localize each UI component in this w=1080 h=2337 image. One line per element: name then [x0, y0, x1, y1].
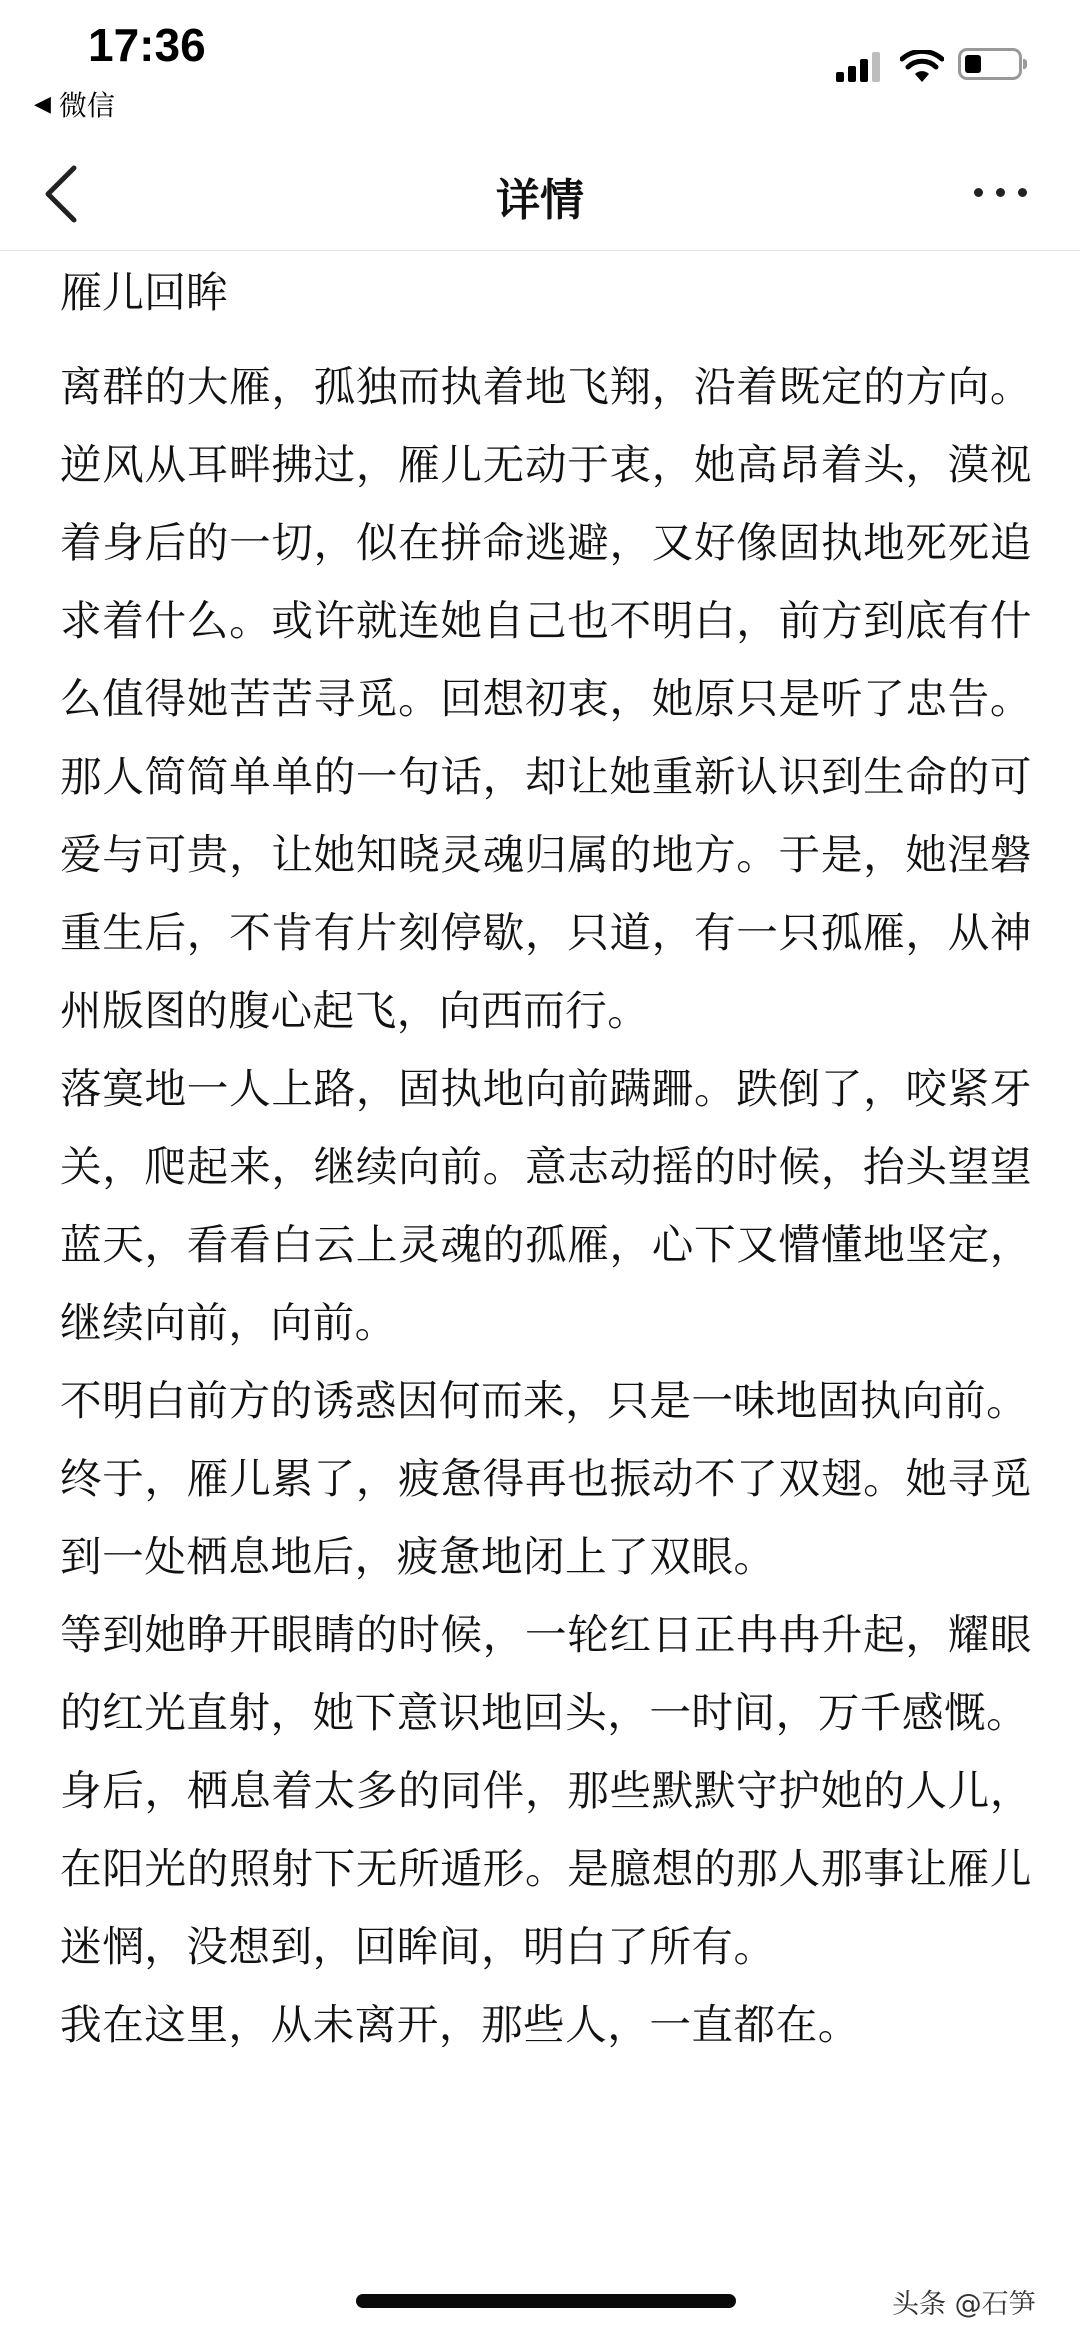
home-indicator[interactable]: [356, 2294, 736, 2308]
back-to-app-label: 微信: [58, 89, 115, 122]
more-icon[interactable]: [974, 188, 1030, 202]
article-paragraph: 离群的大雁，孤独而执着地飞翔，沿着既定的方向。逆风从耳畔拂过，雁儿无动于衷，她高昂着头，漠视着身后的一切，似在拼命逃避，又好像固执地死死追求着什么。或许就连她自己也不明白，前方到底有什么值得她苦苦寻觅。回想初衷，她原只是听了忠告。那人简简单单的一句话，却让她重新认识到生命的可爱与可贵，让她知晓灵魂归属的地方。于是，她涅磐重生后，不肯有片刻停歇，只道，有一只孤雁，从神州版图的腹心起飞，向西而行。: [60, 362, 1032, 1035]
article-paragraph: 我在这里，从未离开，那些人，一直都在。: [60, 2000, 860, 2049]
watermark: 头条 @石笋: [892, 2289, 1036, 2320]
signal-icon: [836, 50, 884, 82]
article-title: 雁儿回眸: [60, 268, 229, 317]
article-paragraph: 不明白前方的诱惑因何而来，只是一味地固执向前。: [60, 1376, 1029, 1425]
article-paragraph: 身后，栖息着太多的同伴，那些默默守护她的人儿，在阳光的照射下无所遁形。是臆想的那人那事让雁儿迷惘，没想到，回眸间，明白了所有。: [60, 1766, 1032, 1971]
article-paragraph: 等到她睁开眼睛的时候，一轮红日正冉冉升起，耀眼的红光直射，她下意识地回头，一时间，万千感慨。: [60, 1610, 1032, 1737]
article-content: [60, 266, 1032, 2064]
page-title: 详情: [496, 175, 584, 226]
back-to-app-link[interactable]: [34, 84, 115, 124]
back-triangle-icon: ◀: [34, 91, 51, 117]
status-bar: [0, 0, 1080, 160]
article-paragraph: 终于，雁儿累了，疲惫得再也振动不了双翅。她寻觅到一处栖息地后，疲惫地闭上了双眼。: [60, 1454, 1032, 1581]
battery-icon: [958, 48, 1022, 80]
article-paragraph: 落寞地一人上路，固执地向前蹒跚。跌倒了，咬紧牙关，爬起来，继续向前。意志动摇的时候，抬头望望蓝天，看看白云上灵魂的孤雁，心下又懵懂地坚定，继续向前，向前。: [60, 1064, 1032, 1347]
nav-bar: [0, 140, 1080, 251]
status-time: 17:36: [88, 19, 206, 71]
wifi-icon: [900, 50, 944, 84]
